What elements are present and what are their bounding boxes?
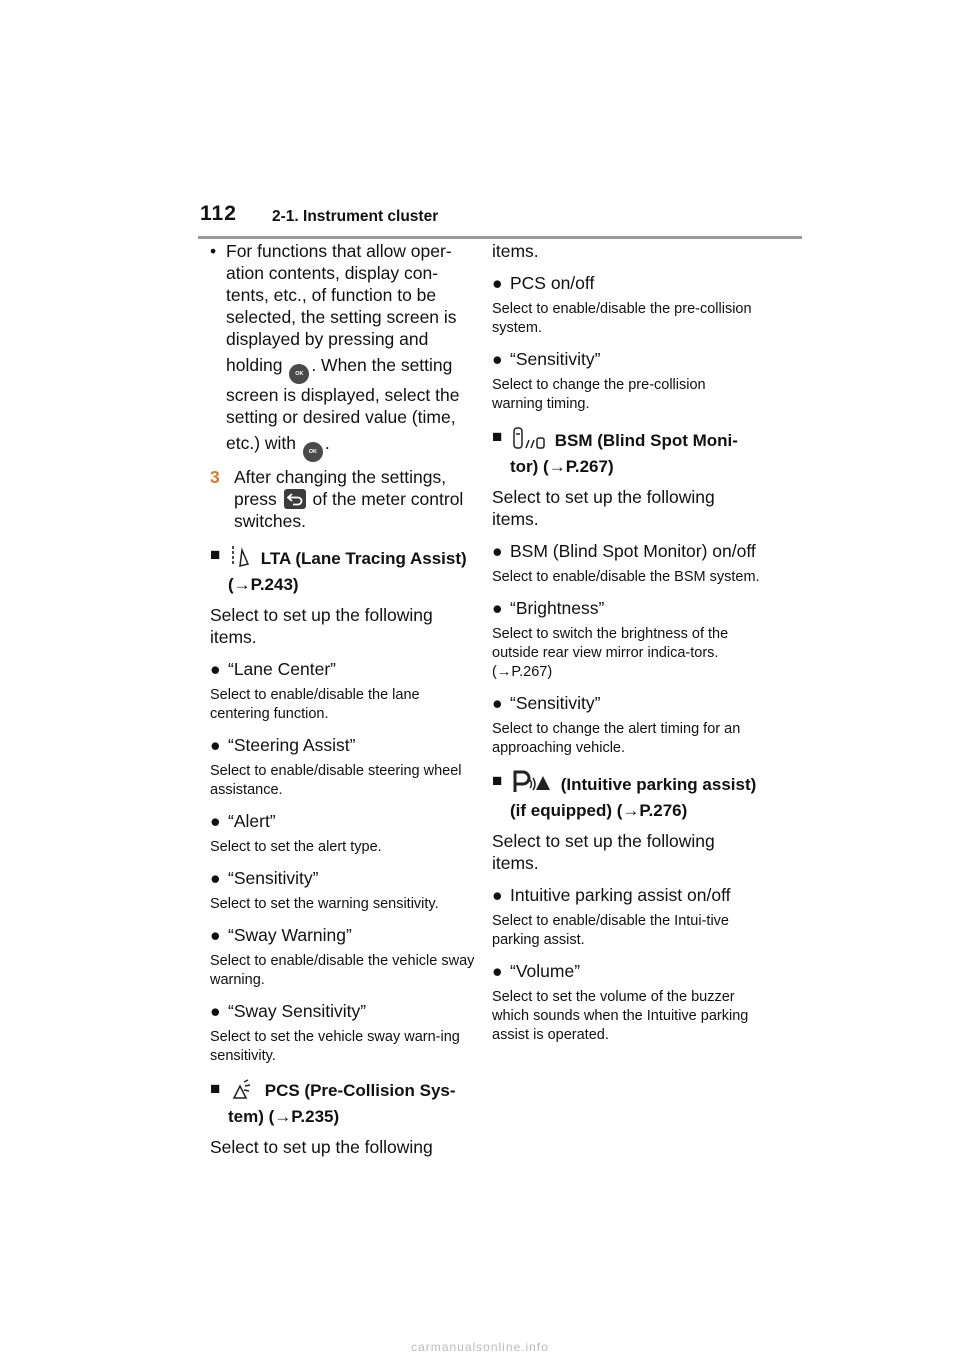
- list-item: ● BSM (Blind Spot Monitor) on/off: [492, 541, 756, 561]
- left-column: [210, 240, 478, 1158]
- list-item: ● “Sway Warning”: [210, 925, 352, 945]
- item-description: Select to enable/disable the BSM system.: [492, 569, 760, 585]
- page-header: [198, 200, 802, 239]
- sub-bullet-mark: •: [210, 241, 217, 261]
- lta-intro: Select to set up the following items.: [210, 605, 433, 647]
- section-square: ■: [492, 427, 503, 446]
- watermark: carmanualsonline.info: [411, 1340, 549, 1354]
- list-item: ● “Volume”: [492, 961, 581, 981]
- section-title: 2-1. Instrument cluster: [272, 208, 439, 225]
- pcs-intro: Select to set up the following: [210, 1137, 433, 1157]
- bsm-heading: ■ BSM (Blind Spot Moni-tor) (→P.267): [492, 427, 738, 476]
- item-description: Select to set the vehicle sway warn-ing sensitivity.: [210, 1029, 460, 1064]
- item-description: Select to change the pre-collision warning timing.: [492, 377, 706, 412]
- item-description: Select to enable/disable the vehicle sway warning.: [210, 953, 475, 988]
- lane-tracing-icon: [230, 544, 252, 574]
- item-description: Select to set the volume of the buzzer which sounds when the Intuitive parking assist is operated.: [492, 989, 749, 1043]
- item-description: Select to set the alert type.: [210, 839, 382, 855]
- list-item: ● PCS on/off: [492, 273, 595, 293]
- item-description: Select to set the warning sensitivity.: [210, 896, 439, 912]
- item-description: Select to switch the brightness of the outside rear view mirror indica-tors. (→P.267): [492, 626, 729, 680]
- page-number: 112: [200, 202, 237, 225]
- item-description: Select to enable/disable the lane centering function.: [210, 687, 420, 722]
- list-item: ● “Steering Assist”: [210, 735, 356, 755]
- ipa-heading: ■ (Intuitive parking assist) (if equipped) (→P.276): [492, 771, 757, 820]
- bsm-intro: Select to set up the following items.: [492, 487, 715, 529]
- item-description: Select to enable/disable the Intui-tive parking assist.: [492, 913, 729, 948]
- list-item: ● “Sensitivity”: [492, 693, 601, 713]
- lta-heading: ■ LTA (Lane Tracing Assist) (→P.243): [210, 545, 467, 594]
- list-item: ● “Sensitivity”: [210, 868, 319, 888]
- ok-button-icon: OK: [303, 442, 323, 462]
- section-square: ■: [210, 545, 221, 564]
- step-number: 3: [210, 467, 220, 487]
- pcs-intro-continued: items.: [492, 241, 539, 261]
- pre-collision-icon: [230, 1078, 256, 1106]
- sub-bullet-note: • For functions that allow oper-ation contents, display con-tents, etc., of function to be selected, the setting screen is displayed by pressing and holding OK . When the setting screen is displayed, select the setting or desired value (time, etc.) with OK .: [210, 240, 478, 462]
- blind-spot-monitor-icon: [512, 426, 546, 456]
- list-item: ● “Alert”: [210, 811, 276, 831]
- item-description: Select to enable/disable the pre-collision system.: [492, 301, 752, 336]
- list-item: ● Intuitive parking assist on/off: [492, 885, 731, 905]
- item-description: Select to enable/disable steering wheel assistance.: [210, 763, 462, 798]
- parking-assist-icon: [512, 770, 552, 800]
- ipa-intro: Select to set up the following items.: [492, 831, 715, 873]
- list-item: ● “Sway Sensitivity”: [210, 1001, 367, 1021]
- list-item: ● “Lane Center”: [210, 659, 336, 679]
- section-square: ■: [210, 1079, 221, 1098]
- section-square: ■: [492, 771, 503, 790]
- right-column: [492, 240, 760, 1045]
- list-item: ● “Brightness”: [492, 598, 605, 618]
- ok-button-icon: OK: [289, 364, 309, 384]
- pcs-heading: ■ PCS (Pre-Collision Sys-tem) (→P.235): [210, 1079, 456, 1126]
- back-button-icon: [284, 489, 306, 509]
- item-description: Select to change the alert timing for an approaching vehicle.: [492, 721, 741, 756]
- list-item: ● “Sensitivity”: [492, 349, 601, 369]
- step-3: 3 After changing the settings, press of the meter control switches.: [210, 467, 464, 531]
